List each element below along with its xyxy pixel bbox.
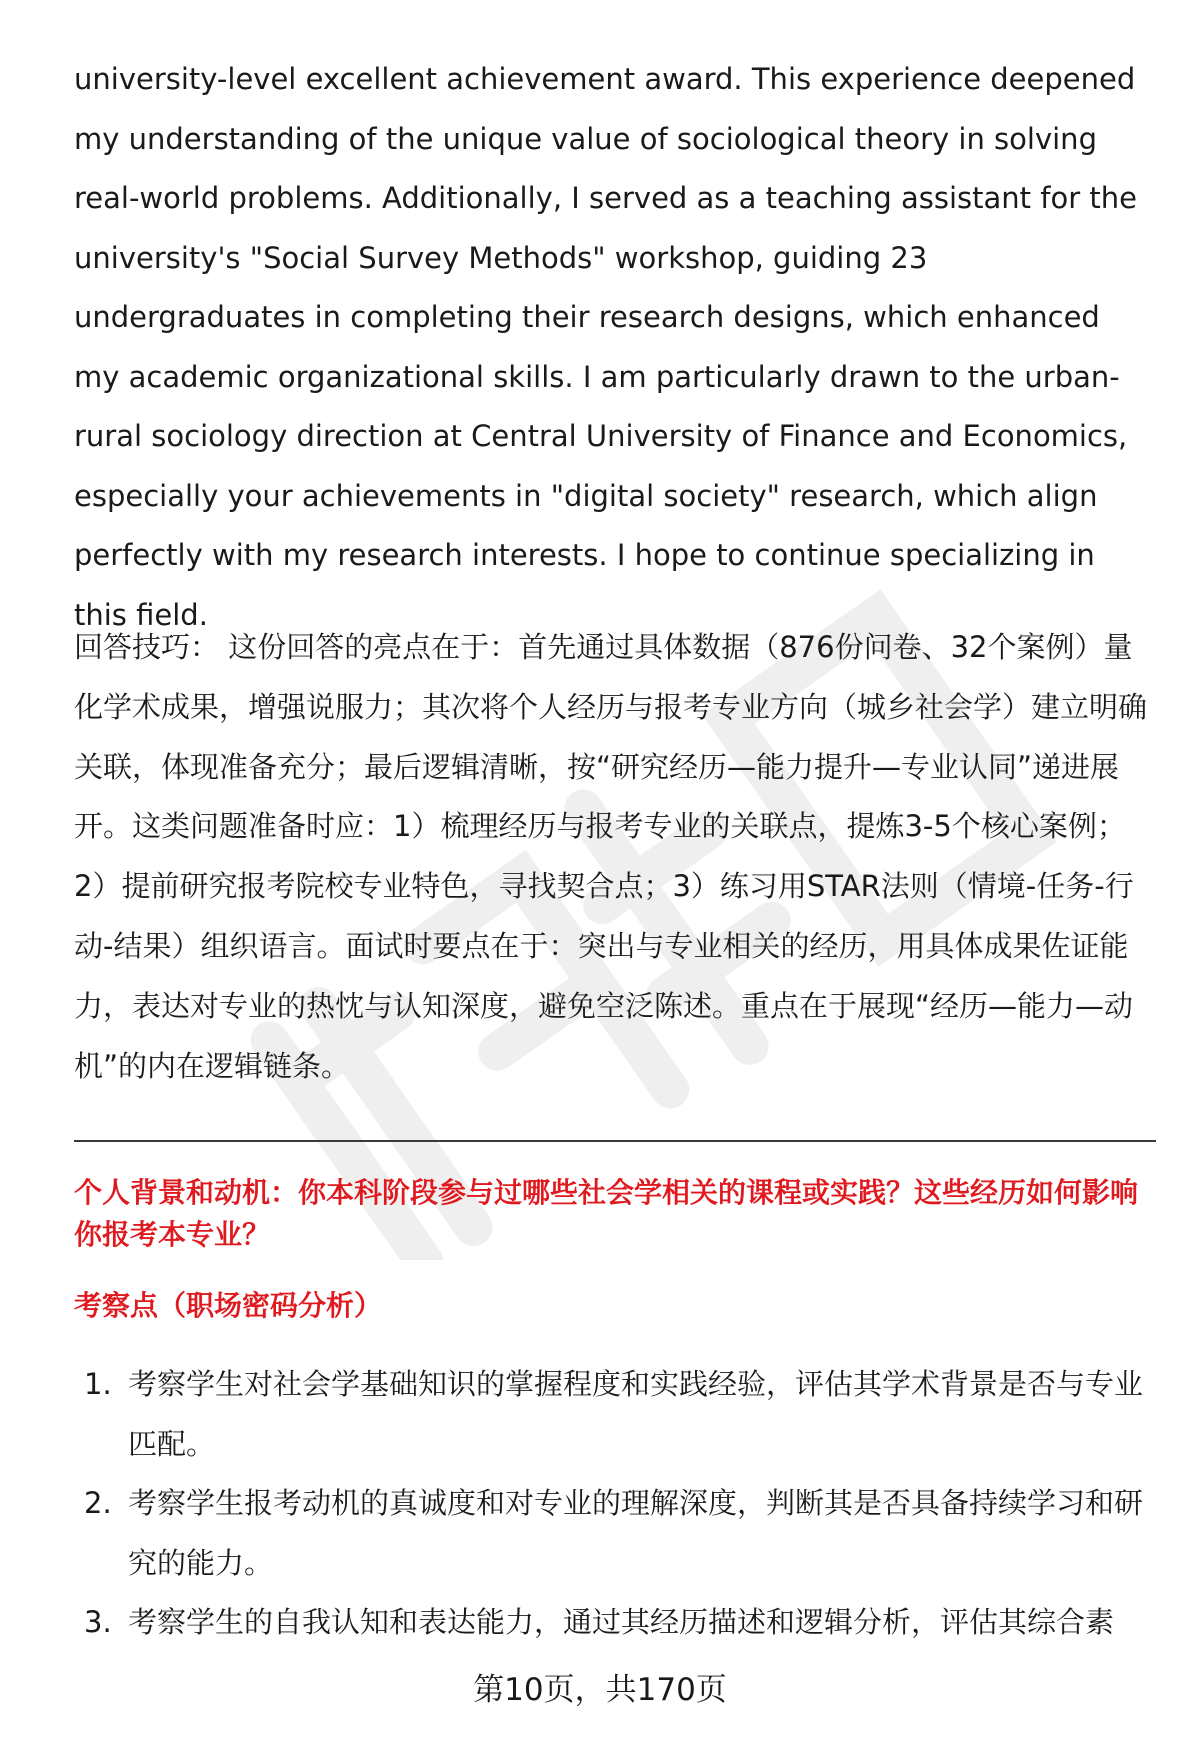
list-item <box>74 1355 1164 1474</box>
section-divider <box>74 1140 1156 1142</box>
interview-question: 个人背景和动机：你本科阶段参与过哪些社会学相关的课程或实践？这些经历如何影响你报考本专业？ <box>74 1176 1139 1251</box>
list-item <box>74 1593 1164 1653</box>
answer-tips-paragraph: 回答技巧： 这份回答的亮点在于：首先通过具体数据（876份问卷、32个案例）量化学术成果，增强说服力；其次将个人经历与报考专业方向（城乡社会学）建立明确关联，体现准备充分；最后逻辑清晰，按“研究经历—能力提升—专业认同”递进展开。这类问题准备时应：1）梳理经历与报考专业的关联点，提炼3-5个核心案例；2）提前研究报考院校专业特色，寻找契合点；3）练习用STAR法则（情境-任务-行动-结果）组织语言。面试时要点在于：突出与专业相关的经历，用具体成果佐证能力，表达对专业的热忱与认知深度，避免空泛陈述。重点在于展现“经历—能力—动机”的内在逻辑链条。 <box>74 630 1148 1083</box>
page-footer: 第10页，共170页 <box>473 1672 727 1708</box>
list-item-text: 考察学生对社会学基础知识的掌握程度和实践经验，评估其学术背景是否与专业匹配。 <box>128 1367 1144 1461</box>
list-item-number: 1. <box>84 1367 112 1401</box>
english-answer-paragraph: university-level excellent achievement award. This experience deepened my understanding of the unique value of sociological theory in solving real-world problems. Additionally, I served as a teaching assistant for the university's "Social Survey Methods" workshop, guiding 23 undergraduates in completing their research designs, which enhanced my academic organizational skills. I am particularly drawn to the urban-rural sociology direction at Central University of Finance and Economics, especially your achievements in "digital society" research, which align perfectly with my research interests. I hope to continue specializing in this field. <box>74 62 1137 632</box>
list-item-text: 考察学生报考动机的真诚度和对专业的理解深度，判断其是否具备持续学习和研究的能力。 <box>128 1486 1144 1580</box>
list-item-text: 考察学生的自我认知和表达能力，通过其经历描述和逻辑分析，评估其综合素 <box>128 1605 1115 1639</box>
list-item <box>74 1474 1164 1593</box>
assessment-heading: 考察点（职场密码分析） <box>74 1289 383 1322</box>
list-item-number: 2. <box>84 1486 112 1520</box>
list-item-number: 3. <box>84 1605 112 1639</box>
assessment-points-list <box>74 1355 1164 1653</box>
